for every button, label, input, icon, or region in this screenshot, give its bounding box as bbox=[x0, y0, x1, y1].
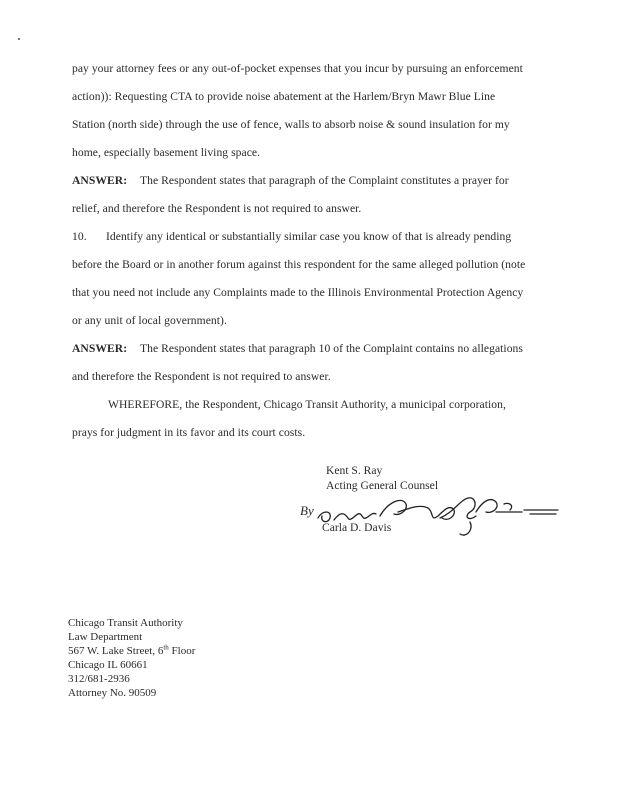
address-street bbox=[68, 645, 195, 659]
address-street-sup: th bbox=[163, 643, 169, 652]
para10-line-2: before the Board or in another forum against this respondent for the same alleged pollution (note bbox=[72, 258, 526, 271]
para9-line-4: home, especially basement living space. bbox=[72, 146, 261, 159]
by-label: By bbox=[300, 503, 314, 518]
address-street-end: Floor bbox=[168, 645, 196, 657]
answer10-text-1: The Respondent states that paragraph 10 of the Complaint contains no allegations bbox=[140, 342, 523, 355]
wherefore-line-1: WHEREFORE, the Respondent, Chicago Transit Authority, a municipal corporation, bbox=[108, 398, 506, 411]
address-attorney-no: Attorney No. 90509 bbox=[68, 687, 157, 699]
paragraph-number: 10. bbox=[72, 230, 87, 243]
scan-speck bbox=[18, 38, 20, 40]
answer-label: ANSWER: bbox=[72, 174, 128, 187]
para10-line-4: or any unit of local government). bbox=[72, 314, 227, 327]
para10-text-1: Identify any identical or substantially similar case you know of that is already pending bbox=[106, 230, 512, 243]
answer10-line-2: and therefore the Respondent is not required to answer. bbox=[72, 370, 331, 383]
answer9-line-2: relief, and therefore the Respondent is not required to answer. bbox=[72, 202, 362, 215]
address-phone: 312/681-2936 bbox=[68, 673, 130, 685]
answer-label: ANSWER: bbox=[72, 342, 128, 355]
address-dept: Law Department bbox=[68, 631, 143, 643]
answer9-text-1: The Respondent states that paragraph of the Complaint constitutes a prayer for bbox=[140, 174, 509, 187]
answer9-line-1 bbox=[72, 174, 509, 188]
para10-line-1 bbox=[72, 230, 511, 244]
address-org: Chicago Transit Authority bbox=[68, 617, 183, 629]
para9-line-1: pay your attorney fees or any out-of-pocket expenses that you incur by pursuing an enforcement bbox=[72, 62, 523, 75]
address-city: Chicago IL 60661 bbox=[68, 659, 148, 671]
signer-name: Carla D. Davis bbox=[322, 521, 392, 534]
counsel-title: Acting General Counsel bbox=[326, 479, 439, 492]
para9-line-2: action)): Requesting CTA to provide noise abatement at the Harlem/Bryn Mawr Blue Line bbox=[72, 90, 496, 103]
para9-line-3: Station (north side) through the use of fence, walls to absorb noise & sound insulation for my bbox=[72, 118, 510, 131]
wherefore-line-2: prays for judgment in its favor and its court costs. bbox=[72, 426, 306, 439]
counsel-name: Kent S. Ray bbox=[326, 464, 383, 477]
address-street-main: 567 W. Lake Street, 6 bbox=[68, 645, 164, 657]
answer10-line-1 bbox=[72, 342, 523, 356]
para10-line-3: that you need not include any Complaints made to the Illinois Environmental Protection Agency bbox=[72, 286, 524, 299]
